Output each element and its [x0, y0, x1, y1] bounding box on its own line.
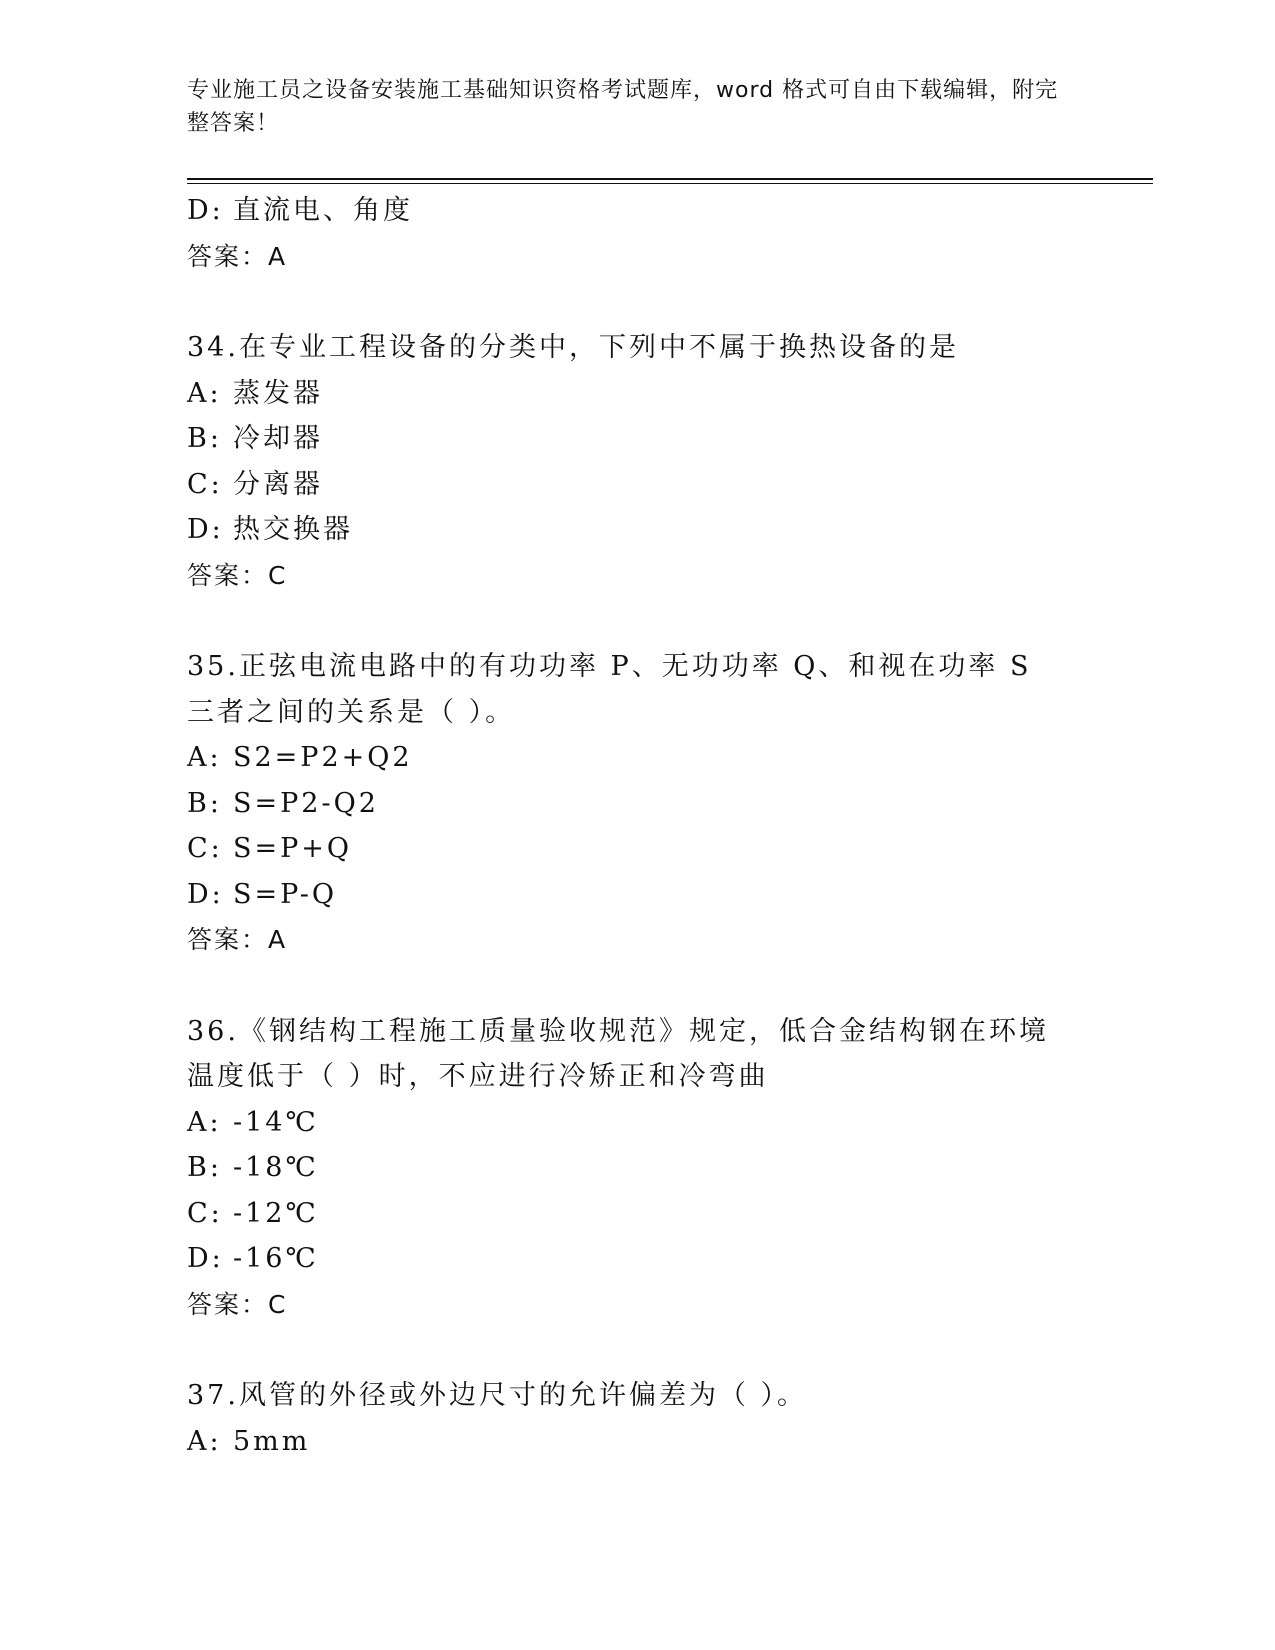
option-line [187, 781, 1087, 827]
option-text: -18℃ [233, 1152, 319, 1183]
option-letter: A: [187, 1425, 222, 1457]
header-rule-thin [187, 183, 1153, 184]
option-letter: A: [187, 1106, 222, 1138]
option-letter: C: [187, 1197, 223, 1229]
option-line [187, 1191, 1087, 1237]
option-line [187, 416, 1087, 462]
spacer [187, 963, 1087, 1009]
question-content [187, 188, 1087, 1464]
question-text: 36.《钢结构工程施工质量验收规范》规定，低合金结构钢在环境温度低于（ ）时，不应进行冷矫正和冷弯曲 [187, 1015, 1049, 1092]
option-line [187, 507, 1087, 553]
option-letter: D: [187, 514, 224, 545]
option-letter: B: [187, 423, 222, 454]
option-line [187, 1145, 1087, 1191]
option-line [187, 872, 1087, 918]
option-letter: D: [187, 1243, 224, 1274]
option-letter: A: [187, 377, 222, 409]
question-text: 37.风管的外径或外边尺寸的允许偏差为（ ）。 [187, 1380, 808, 1411]
question-text: 35.正弦电流电路中的有功功率 P、无功功率 Q、和视在功率 S 三者之间的关系是（ ）。 [187, 651, 1032, 728]
document-header: 专业施工员之设备安装施工基础知识资格考试题库，word 格式可自由下载编辑，附完整答案！ [187, 78, 1059, 136]
answer-line: 答案：A [187, 241, 288, 271]
option-line [187, 1236, 1087, 1282]
spacer [187, 1327, 1087, 1373]
option-letter: B: [187, 1152, 222, 1183]
spacer [187, 598, 1087, 644]
option-letter: D: [187, 195, 224, 226]
option-text: 直流电、角度 [233, 195, 413, 226]
option-text: S=P-Q [233, 878, 338, 910]
option-line [187, 188, 1087, 234]
option-line [187, 1100, 1087, 1146]
option-text: 5mm [233, 1425, 311, 1457]
option-letter: D: [187, 878, 224, 910]
option-text: S2=P2+Q2 [233, 742, 413, 773]
option-text: -12℃ [233, 1197, 319, 1229]
option-letter: B: [187, 787, 222, 819]
option-text: 分离器 [233, 468, 323, 500]
header-rule-thick [187, 178, 1153, 180]
option-line [187, 735, 1087, 781]
option-text: -14℃ [233, 1106, 319, 1138]
option-line [187, 1419, 1087, 1465]
answer-line: 答案：C [187, 560, 288, 590]
option-line [187, 462, 1087, 508]
answer-line: 答案：A [187, 925, 288, 954]
option-text: S=P+Q [233, 833, 353, 864]
option-text: 蒸发器 [233, 377, 323, 409]
question-text: 34.在专业工程设备的分类中，下列中不属于换热设备的是 [187, 332, 959, 363]
option-text: -16℃ [233, 1243, 319, 1274]
answer-line: 答案：C [187, 1289, 288, 1319]
option-line [187, 371, 1087, 417]
option-letter: C: [187, 833, 223, 864]
option-text: 冷却器 [233, 423, 323, 454]
option-letter: C: [187, 468, 223, 500]
option-text: 热交换器 [233, 514, 353, 545]
option-letter: A: [187, 742, 222, 773]
option-line [187, 826, 1087, 872]
option-text: S=P2-Q2 [233, 787, 379, 819]
spacer [187, 279, 1087, 325]
